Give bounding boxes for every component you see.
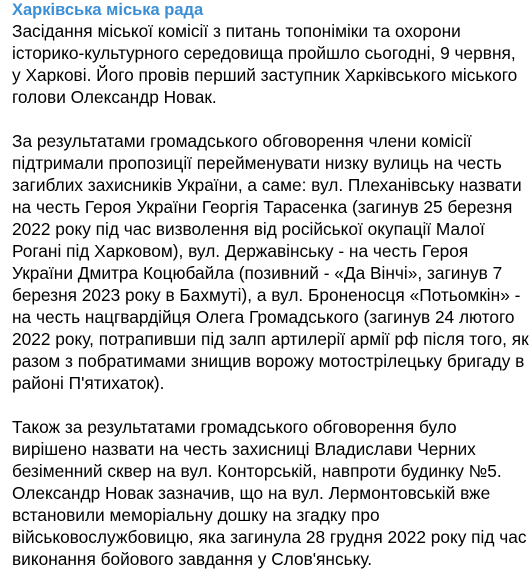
text-line: військовослужбовицю, яка загинула 28 грудня 2022 року під час	[12, 527, 527, 547]
paragraph-spacer	[12, 108, 524, 130]
text-line: України Дмитра Коцюбайла (позивний - «Да Вінчі», загинув 7	[12, 263, 503, 283]
text-line: разом з побратимами знищив ворожу мотострілецьку бригаду в	[12, 351, 525, 371]
text-line: Засідання міської комісії з питань топоніміки та охорони	[12, 21, 461, 41]
text-line: загиблих захисників України, а саме: вул. Плеханівську назвати	[12, 175, 522, 195]
text-line: встановили меморіальну дошку на згадку про	[12, 505, 380, 525]
message-bubble	[12, 0, 529, 570]
message-paragraph-1	[12, 20, 524, 108]
text-line: районі П'ятихаток).	[12, 373, 165, 393]
text-line: на честь Героя України Георгія Тарасенка (загинув 25 березня	[12, 197, 513, 217]
text-line: вирішено назвати на честь захисниці Владислави Черних	[12, 439, 476, 459]
paragraph-spacer	[12, 394, 524, 416]
text-line: 2022 року, потрапивши під залп артилерії армії рф після того, як	[12, 329, 529, 349]
text-line: історико-культурного середовища пройшло сьогодні, 9 червня,	[12, 43, 516, 63]
text-line: Олександр Новак зазначив, що на вул. Лермонтовській вже	[12, 483, 491, 503]
text-line: у Харкові. Його провів перший заступник Харківського міського	[12, 65, 518, 85]
text-line: голови Олександр Новак.	[12, 87, 217, 107]
text-line: підтримали пропозиції перейменувати низку вулиць на честь	[12, 153, 502, 173]
text-line: За результатами громадського обговорення члени комісії	[12, 131, 472, 151]
text-line: безіменний сквер на вул. Конторській, навпроти будинку №5.	[12, 461, 502, 481]
message-paragraph-2	[12, 130, 529, 394]
text-line: Рогані під Харковом), вул. Державінську - на честь Героя	[12, 241, 469, 261]
text-line: виконання бойового завдання у Слов'янську.	[12, 549, 373, 569]
text-line: 2022 року під час визволення від російської окупації Малої	[12, 219, 485, 239]
text-line: Також за результатами громадського обговорення було	[12, 417, 457, 437]
channel-name[interactable]: Харківська міська рада	[12, 1, 204, 19]
message-paragraph-3	[12, 416, 527, 570]
text-line: на честь нацгвардійця Олега Громадського (загинув 24 лютого	[12, 307, 515, 327]
text-line: березня 2023 року в Бахмуті), а вул. Броненосця «Потьомкін» -	[12, 285, 521, 305]
